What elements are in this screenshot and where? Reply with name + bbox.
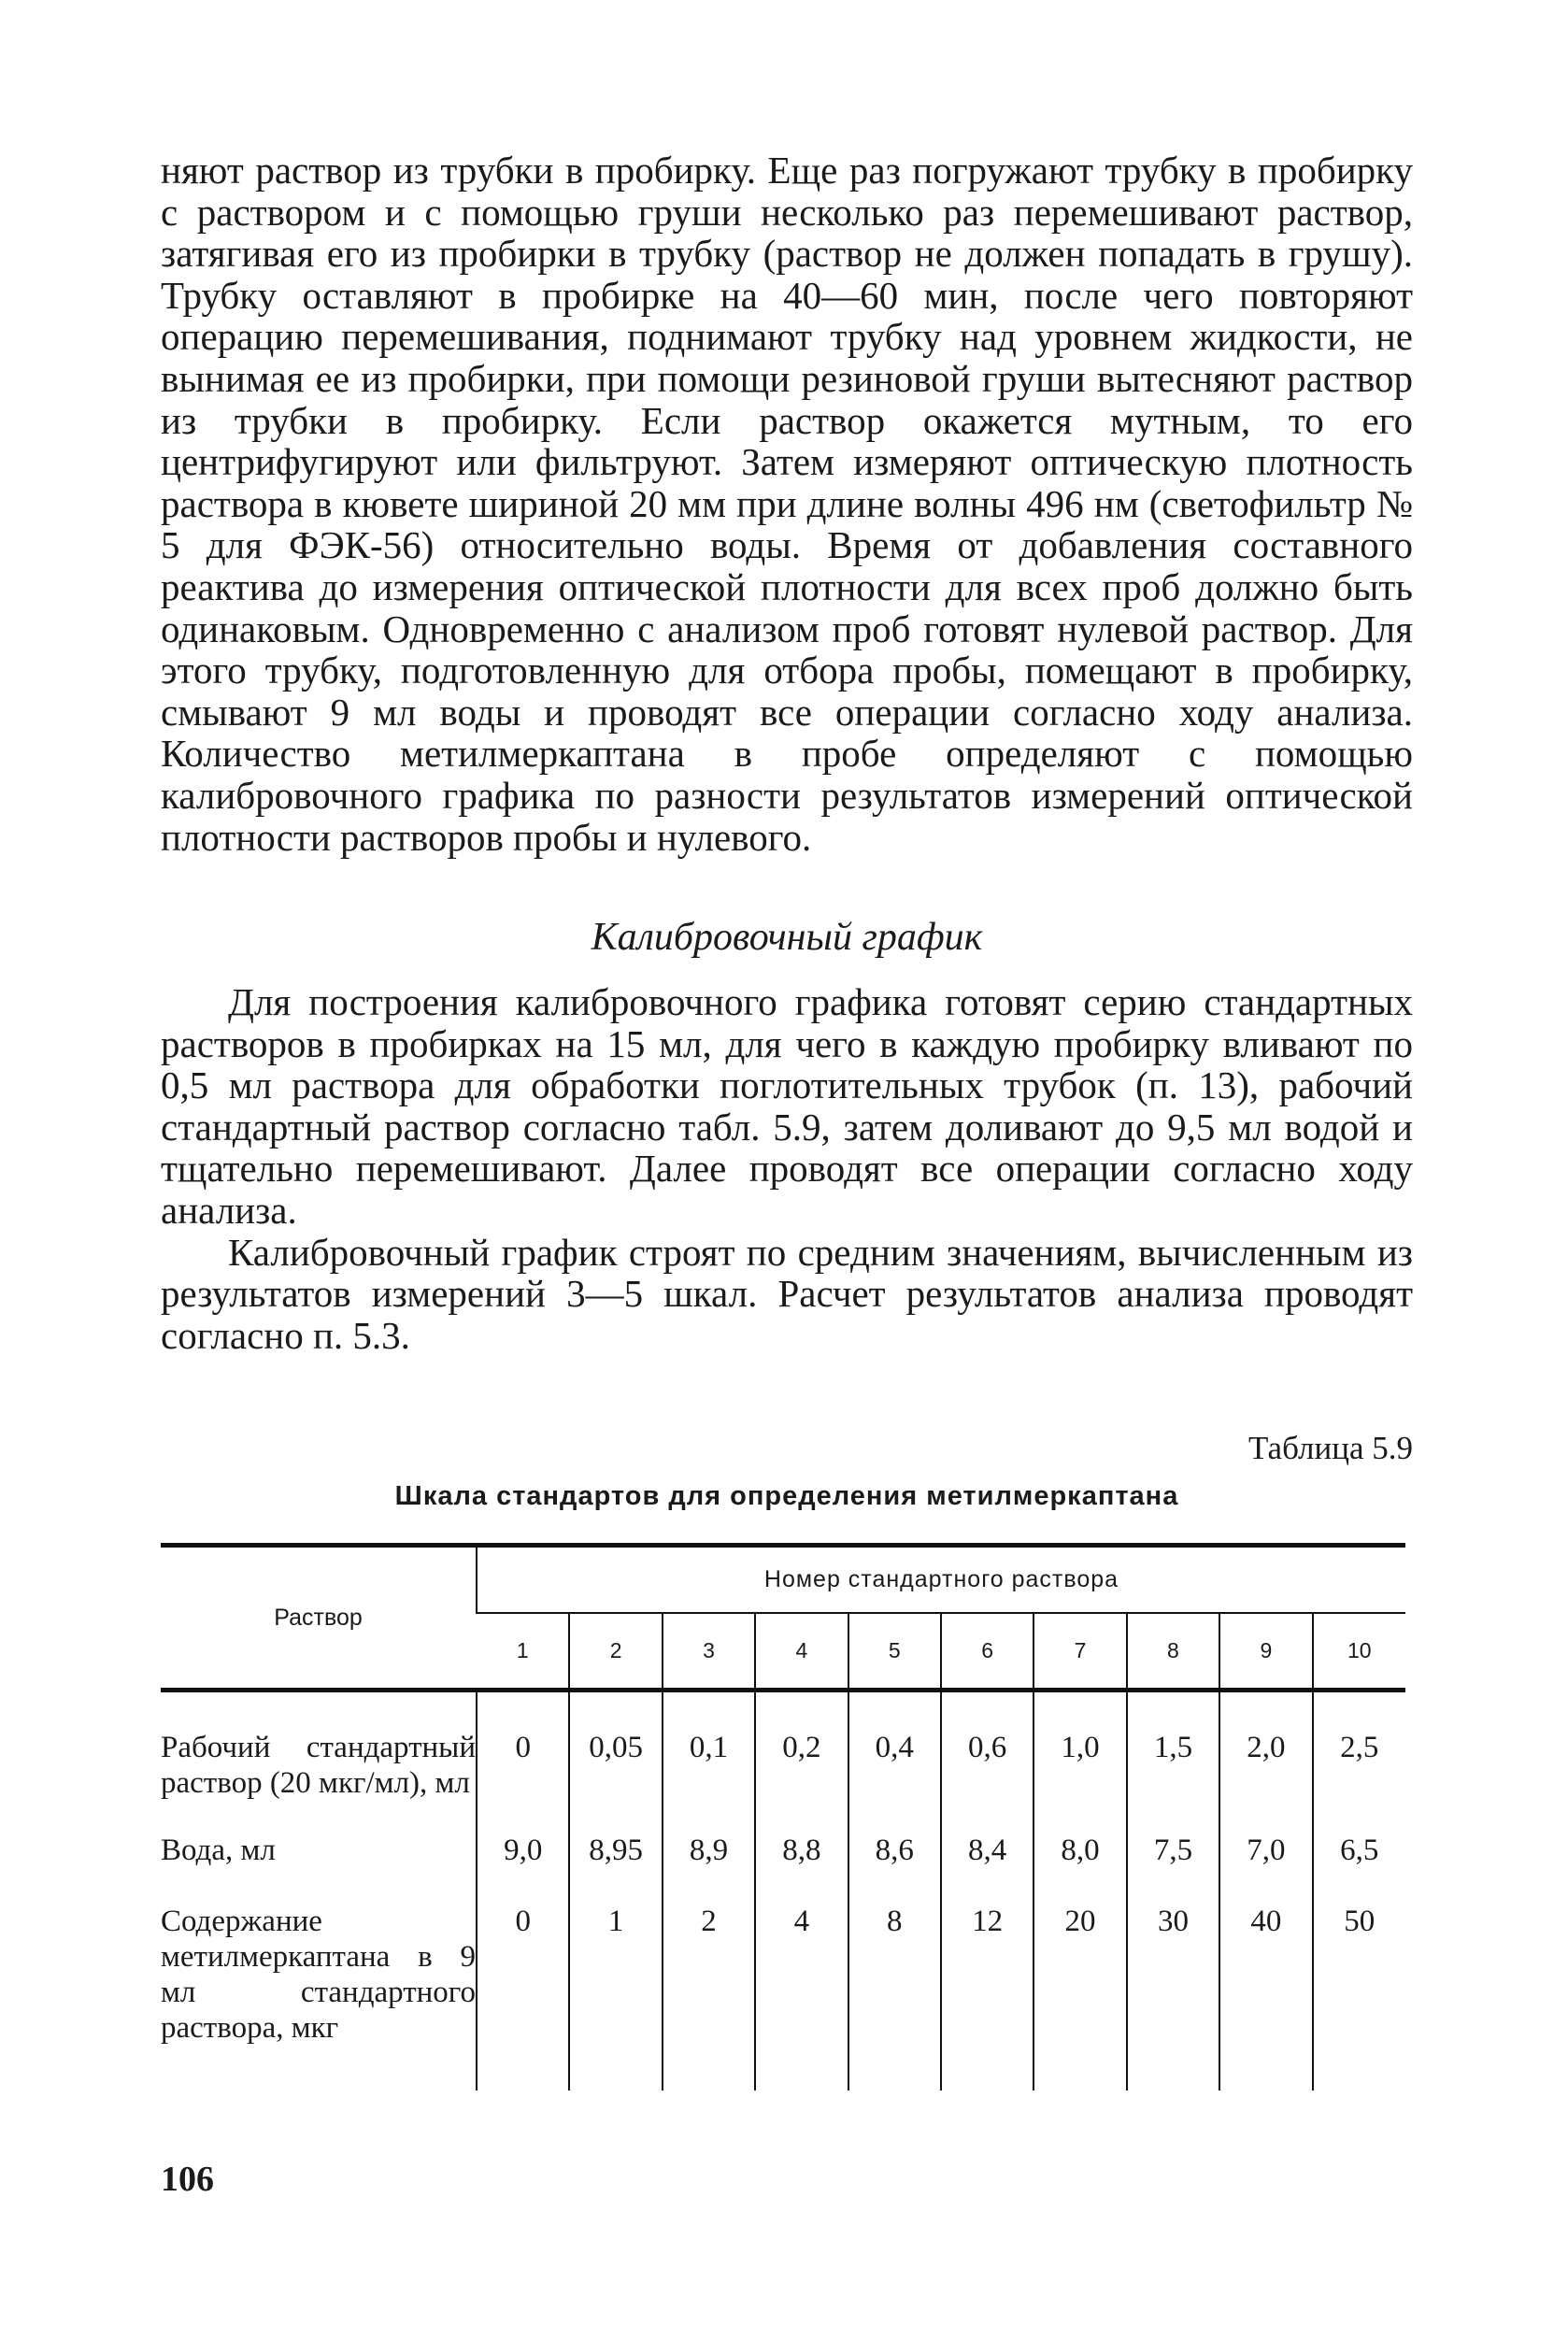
table-cell: 7,0 (1219, 1833, 1312, 1887)
table-cell: 0,05 (569, 1691, 662, 1833)
table-cell: 0,2 (755, 1691, 848, 1833)
table-row-header: Раствор (161, 1546, 477, 1691)
table-cell: 8,0 (1033, 1833, 1126, 1887)
row-label: Вода, мл (161, 1833, 276, 1868)
table-cell: 1,5 (1127, 1691, 1219, 1833)
table-row (161, 1691, 1405, 1833)
table-cell: 0,4 (848, 1691, 941, 1833)
table-cell: 2 (663, 1887, 755, 2090)
row-label: Рабочий стандартный раствор (20 мкг/мл), мл (161, 1731, 477, 1801)
page-number: 106 (161, 2160, 214, 2199)
table-row (161, 1833, 1405, 1887)
table-cell: 8,8 (755, 1833, 848, 1887)
table-cell: 20 (1033, 1887, 1126, 2090)
column-number: 6 (941, 1613, 1033, 1691)
table-cell: 6,5 (1313, 1833, 1405, 1887)
paragraph-calibration-calc: Калибровочный график строят по средним значениям, вычисленным из результатов измерений 3—5 шкал. Расчет результатов анализа проводят согласно п. 5.3. (161, 1230, 1413, 1357)
table-cell: 2,5 (1313, 1691, 1405, 1833)
table-cell: 8,95 (569, 1833, 662, 1887)
table-cell: 0,6 (941, 1691, 1033, 1833)
column-number: 10 (1313, 1613, 1405, 1691)
table-cell: 0,1 (663, 1691, 755, 1833)
table-label: Таблица 5.9 (1248, 1430, 1413, 1467)
table-cell: 40 (1219, 1887, 1312, 2090)
table-cell: 0 (477, 1691, 569, 1833)
section-title: Калибровочный график (591, 916, 983, 960)
table-cell: 2,0 (1219, 1691, 1312, 1833)
column-number: 1 (477, 1613, 569, 1691)
paragraph-calibration-prep: Для построения калибровочного графика готовят серию стандартных растворов в пробирках на 15 мл, для чего в каждую пробирку вливают по 0,5 мл раствора для обработки поглотительных трубок (п. 13), рабочий стандартный раствор согласно табл. 5.9, затем доливают до 9,5 мл водой и тщательно перемешивают. Далее проводят все операции согласно ходу анализа. (161, 980, 1413, 1233)
table-cell: 7,5 (1127, 1833, 1219, 1887)
table-cell: 1,0 (1033, 1691, 1126, 1833)
table-cell: 8,6 (848, 1833, 941, 1887)
table-title: Шкала стандартов для определения метилмеркаптана (394, 1481, 1179, 1512)
table-cell: 0 (477, 1887, 569, 2090)
column-number: 8 (1127, 1613, 1219, 1691)
paragraph-procedure: няют раствор из трубки в пробирку. Еще раз погружают трубку в пробирку с раствором и с помощью груши несколько раз перемешивают раствор, затягивая его из пробирки в трубку (раствор не должен попадать в грушу). Трубку оставляют в пробирке на 40—60 мин, после чего повторяют операцию перемешивания, поднимают трубку над уровнем жидкости, не вынимая ее из пробирки, при помощи резиновой груши вытесняют раствор из трубки в пробирку. Если раствор окажется мутным, то его центрифугируют или фильтруют. Затем измеряют оптическую плотность раствора в кювете шириной 20 мм при длине волны 496 нм (светофильтр № 5 для ФЭК-56) относительно воды. Время от добавления составного реактива до измерения оптической плотности для всех проб должно быть одинаковым. Одновременно с анализом проб готовят нулевой раствор. Для этого трубку, подготовленную для отбора пробы, помещают в пробирку, смывают 9 мл воды и проводят все операции согласно ходу анализа. Количество метилмеркаптана в пробе определяют с помощью калибровочного графика по разности результатов измерений оптической плотности растворов пробы и нулевого. (161, 149, 1413, 859)
column-number: 3 (663, 1613, 755, 1691)
table-cell: 1 (569, 1887, 662, 2090)
column-number: 5 (848, 1613, 941, 1691)
table-cell: 8,9 (663, 1833, 755, 1887)
table-cell: 9,0 (477, 1833, 569, 1887)
table-cell: 30 (1127, 1887, 1219, 2090)
table-cell: 8,4 (941, 1833, 1033, 1887)
table-row (161, 1887, 1405, 2090)
standards-table (161, 1543, 1405, 2090)
table-group-header: Номер стандартного раствора (477, 1546, 1405, 1613)
table-cell: 50 (1313, 1887, 1405, 2090)
column-number: 9 (1219, 1613, 1312, 1691)
row-label: Содержание метилмеркаптана в 9 мл стандартного раствора, мкг (161, 1905, 477, 2046)
column-number: 2 (569, 1613, 662, 1691)
page-content (161, 150, 1413, 2090)
table-cell: 8 (848, 1887, 941, 2090)
column-number: 7 (1033, 1613, 1126, 1691)
table-cell: 12 (941, 1887, 1033, 2090)
table-cell: 4 (755, 1887, 848, 2090)
column-number: 4 (755, 1613, 848, 1691)
